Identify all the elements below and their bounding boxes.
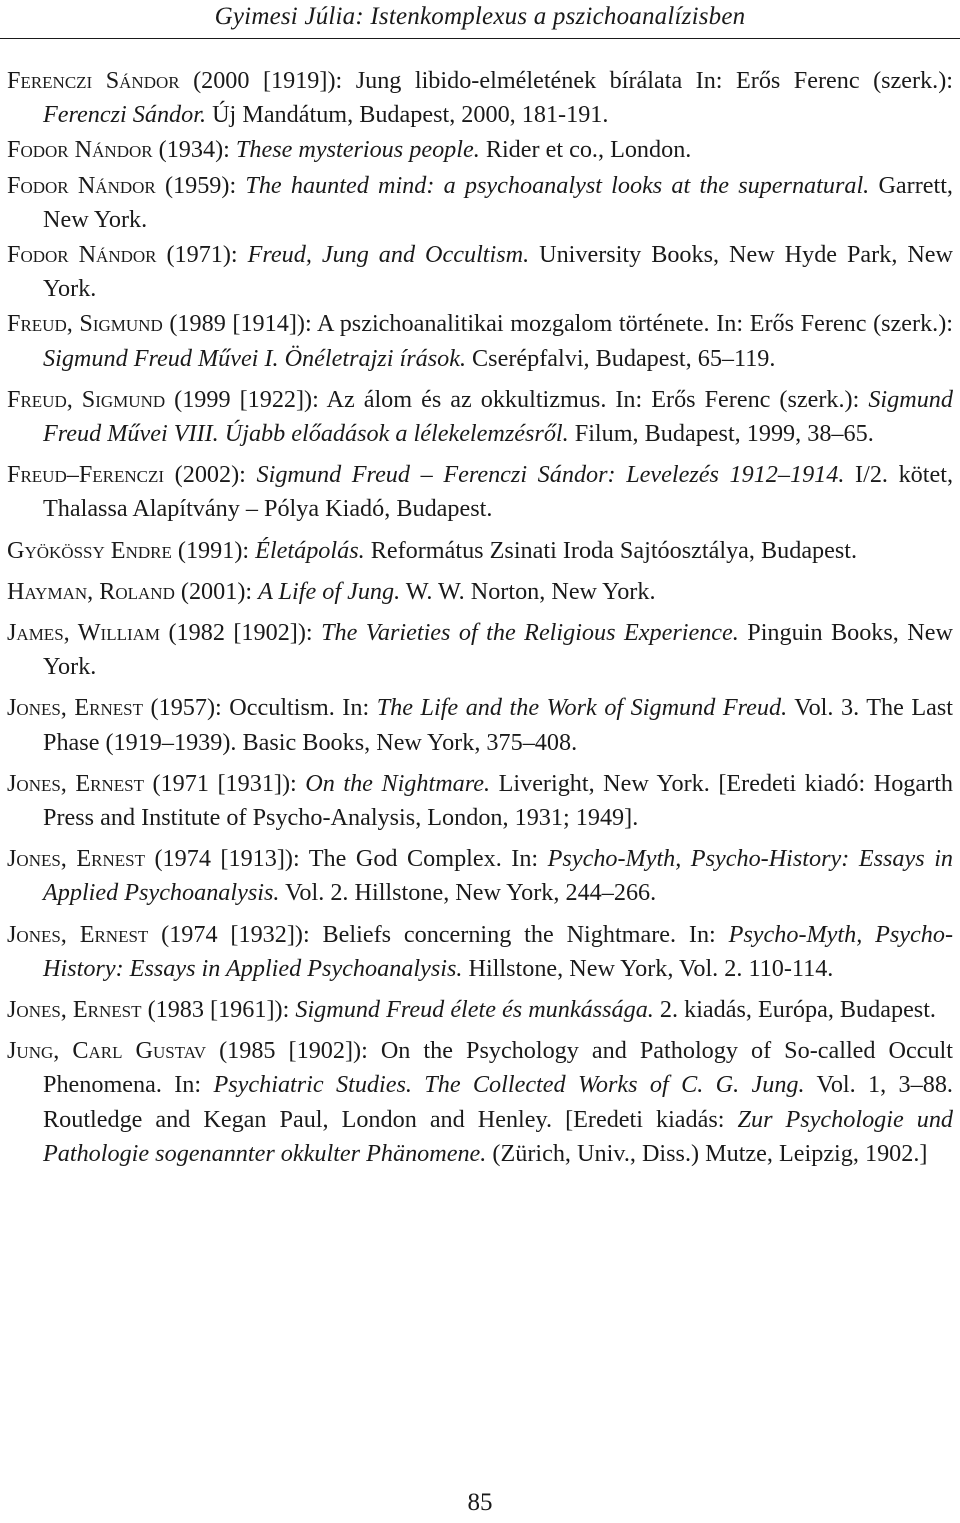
reference-title: Sigmund Freud – Ferenczi Sándor: Levelezés 1912–1914. (256, 461, 845, 489)
header-rule (0, 38, 960, 39)
reference-author: Freud–Ferenczi (7, 461, 165, 489)
reference-text: (2001): (174, 577, 259, 605)
reference-author: Jones, Ernest (7, 920, 149, 948)
reference-title: The Life and the Work of Sigmund Freud. (376, 694, 788, 722)
reference-entry (7, 842, 953, 910)
reference-title: Freud, Jung and Occultism. (247, 241, 530, 269)
reference-title: The haunted mind: a psychoanalyst looks at the supernatural. (245, 171, 870, 199)
reference-text: Pinguin Books, New York. (43, 619, 953, 681)
reference-author: Jones, Ernest (7, 694, 144, 722)
reference-title: The Varieties of the Religious Experience. (321, 619, 739, 647)
reference-entry (7, 993, 953, 1027)
reference-text: (1982 [1902]): (160, 619, 322, 647)
reference-title: Sigmund Freud Művei I. Önéletrajzi írások. (43, 344, 466, 372)
reference-entry (7, 575, 953, 609)
reference-entry (7, 458, 953, 526)
reference-text: Garrett, New York. (43, 171, 953, 233)
reference-entry (7, 767, 953, 835)
reference-text: (1934): (152, 136, 236, 164)
reference-entry (7, 133, 953, 167)
reference-author: Fodor Nándor (7, 241, 157, 269)
running-header-title: Gyimesi Júlia: Istenkomplexus a pszichoanalízisben (214, 3, 746, 30)
reference-text: (1983 [1961]): (141, 996, 296, 1024)
reference-author: Jones, Ernest (7, 996, 142, 1024)
reference-text: Vol. 1, 3–88. Routledge and Kegan Paul, London and Henley. [Eredeti kiadás: (43, 1071, 953, 1133)
reference-author: Jones, Ernest (7, 845, 145, 873)
reference-text: (1989 [1914]): A pszichoanalitikai mozgalom története. In: Erős Ferenc (szerk.): (162, 310, 953, 338)
reference-author: Freud, Sigmund (7, 385, 166, 413)
reference-entry (7, 918, 953, 986)
reference-entry (7, 64, 953, 132)
reference-text: (1971 [1931]): (144, 769, 306, 797)
reference-title: Psychiatric Studies. The Collected Works of C. G. Jung. (213, 1071, 805, 1099)
reference-text: (Zürich, Univ., Diss.) Mutze, Leipzig, 1902.] (486, 1139, 928, 1167)
reference-text: Vol. 3. The Last Phase (1919–1939). Basic Books, New York, 375–408. (43, 694, 953, 756)
reference-title: Sigmund Freud élete és munkássága. (295, 996, 654, 1024)
reference-text: Cserépfalvi, Budapest, 65–119. (466, 344, 776, 372)
reference-title: Életápolás. (255, 536, 365, 564)
reference-entry (7, 534, 953, 568)
reference-author: Jones, Ernest (7, 769, 144, 797)
reference-author: Ferenczi Sándor (7, 67, 180, 94)
reference-text: Hillstone, New York, Vol. 2. 110-114. (462, 954, 834, 982)
reference-list (7, 64, 953, 1178)
reference-author: James, William (7, 619, 161, 647)
reference-text: (2002): (164, 461, 257, 489)
reference-entry (7, 169, 953, 237)
reference-entry (7, 238, 953, 306)
page-number: 85 (467, 1489, 493, 1516)
reference-title: Sigmund Freud Művei VIII. Újabb előadások a lélekelemzésről. (43, 385, 953, 448)
reference-entry (7, 307, 953, 375)
reference-author: Hayman, Roland (7, 577, 175, 605)
reference-text: (1959): (155, 171, 246, 199)
reference-title: These mysterious people. (235, 136, 480, 164)
running-header (0, 0, 960, 44)
reference-text: I/2. kötet, Thalassa Alapítvány – Pólya Kiadó, Budapest. (43, 461, 953, 523)
reference-text: (1985 [1902]): On the Psychology and Pathology of So-called Occult Phenomena. In: (43, 1037, 953, 1099)
reference-title: Zur Psychologie und Pathologie sogenannter okkulter Phänomene. (43, 1105, 954, 1167)
reference-author: Fodor Nándor (7, 171, 156, 199)
reference-text: Rider et co., London. (479, 136, 692, 164)
reference-text: (1957): Occultism. In: (143, 694, 377, 722)
reference-author: Fodor Nándor (7, 136, 153, 164)
reference-text: (1974 [1913]): The God Complex. In: (144, 845, 548, 873)
reference-author: Gyökössy Endre (7, 536, 172, 564)
reference-entry (7, 1034, 953, 1171)
reference-text: (1971): (156, 241, 248, 269)
reference-text: (1999 [1922]): Az álom és az okkultizmus. In: Erős Ferenc (szerk.): (165, 385, 869, 413)
reference-title: On the Nightmare. (305, 769, 491, 797)
reference-text: (2000 [1919]): Jung libido-elméletének bírálata In: Erős Ferenc (szerk.): (179, 67, 953, 94)
reference-title: A Life of Jung. (258, 577, 401, 605)
reference-text: Filum, Budapest, 1999, 38–65. (568, 420, 874, 448)
reference-text: 2. kiadás, Európa, Budapest. (653, 996, 936, 1024)
reference-entry (7, 383, 953, 451)
reference-text: (1974 [1932]): Beliefs concerning the Nightmare. In: (148, 920, 729, 948)
reference-text: W. W. Norton, New York. (400, 577, 656, 605)
reference-author: Jung, Carl Gustav (7, 1037, 207, 1065)
reference-title: Psycho-Myth, Psycho-History: Essays in Applied Psychoanalysis. (43, 920, 953, 982)
reference-text: Református Zsinati Iroda Sajtóosztálya, Budapest. (364, 536, 858, 564)
reference-text: (1991): (171, 536, 256, 564)
reference-title: Ferenczi Sándor. (43, 101, 207, 129)
reference-text: Liveright, New York. [Eredeti kiadó: Hogarth Press and Institute of Psycho-Analysis, London, 1931; 1949]. (43, 769, 954, 832)
reference-author: Freud, Sigmund (7, 310, 163, 338)
reference-title: Psycho-Myth, Psycho-History: Essays in Applied Psychoanalysis. (43, 845, 954, 907)
reference-entry (7, 616, 953, 684)
reference-entry (7, 691, 953, 759)
reference-text: Vol. 2. Hillstone, New York, 244–266. (279, 879, 657, 907)
reference-text: Új Mandátum, Budapest, 2000, 181-191. (206, 101, 609, 129)
reference-text: University Books, New Hyde Park, New York. (43, 241, 953, 303)
